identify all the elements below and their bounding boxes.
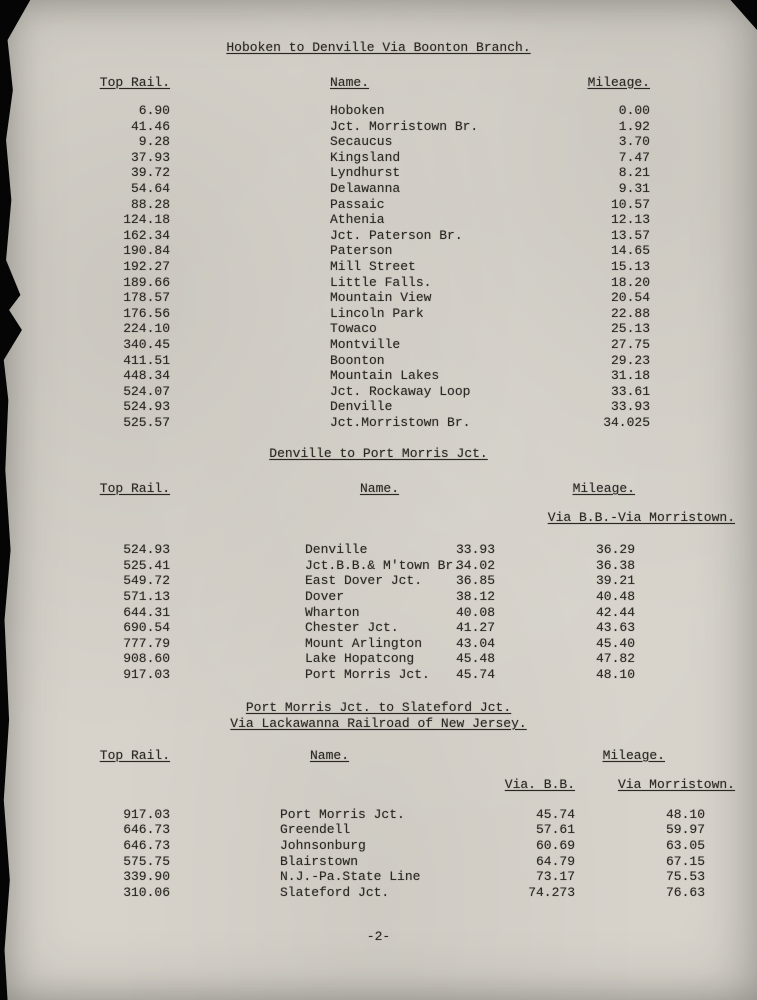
- table-row: [0, 854, 757, 870]
- cell-mileage-via-bb: 64.79: [535, 853, 575, 869]
- cell-top-rail: 690.54: [123, 620, 170, 636]
- cell-station-name: Jct.Morristown Br.: [330, 414, 471, 430]
- cell-mileage-via-bb: 38.12: [455, 589, 495, 605]
- cell-station-name: Mountain Lakes: [330, 368, 440, 384]
- cell-mileage-via-morristown: 48.10: [665, 806, 705, 822]
- cell-mileage: 31.18: [610, 368, 650, 384]
- table-row: [0, 558, 757, 574]
- table-row: [0, 384, 757, 400]
- table-row: [0, 275, 757, 291]
- section-title: Denville to Port Morris Jct.: [269, 445, 488, 461]
- column-header-mileage: Mileage.: [602, 747, 665, 763]
- table-row: [0, 869, 757, 885]
- table-row: [0, 542, 757, 558]
- table-header-row: [0, 481, 757, 497]
- table-header-row: [0, 748, 757, 764]
- cell-top-rail: 908.60: [123, 651, 170, 667]
- cell-station-name: Paterson: [330, 243, 393, 259]
- cell-station-name: Lake Hopatcong: [305, 651, 415, 667]
- table-body: [0, 103, 757, 430]
- cell-mileage-via-morristown: 63.05: [665, 837, 705, 853]
- subheader-via-morristown: Via Morristown.: [617, 777, 735, 793]
- table-row: [0, 399, 757, 415]
- table-row: [0, 620, 757, 636]
- table-row: [0, 134, 757, 150]
- cell-mileage: 29.23: [610, 352, 650, 368]
- cell-top-rail: 192.27: [123, 259, 170, 275]
- cell-top-rail: 37.93: [130, 149, 170, 165]
- cell-mileage-via-morristown: 75.53: [665, 869, 705, 885]
- cell-top-rail: 448.34: [123, 368, 170, 384]
- table-row: [0, 822, 757, 838]
- cell-station-name: Jct. Morristown Br.: [330, 118, 479, 134]
- cell-station-name: Kingsland: [330, 149, 401, 165]
- cell-mileage-via-morristown: 45.40: [595, 635, 635, 651]
- cell-mileage: 33.93: [610, 399, 650, 415]
- cell-top-rail: 6.90: [138, 103, 170, 119]
- cell-mileage: 27.75: [610, 337, 650, 352]
- cell-station-name: Lincoln Park: [330, 305, 424, 321]
- cell-top-rail: 310.06: [123, 884, 170, 900]
- cell-mileage-via-bb: 73.17: [535, 869, 575, 885]
- cell-station-name: Jct. Paterson Br.: [330, 227, 463, 243]
- table-row: [0, 838, 757, 854]
- cell-station-name: N.J.-Pa.State Line: [280, 869, 421, 885]
- cell-top-rail: 176.56: [123, 305, 170, 321]
- cell-top-rail: 9.28: [138, 134, 170, 150]
- cell-top-rail: 549.72: [123, 573, 170, 589]
- section-hoboken-to-denville: [0, 40, 757, 431]
- cell-station-name: Secaucus: [330, 134, 393, 150]
- cell-mileage-via-morristown: 76.63: [665, 884, 705, 900]
- cell-station-name: Montville: [330, 337, 401, 352]
- cell-mileage: 7.47: [618, 149, 650, 165]
- column-header-name: Name.: [330, 74, 370, 90]
- table-header-row: [0, 75, 757, 91]
- cell-top-rail: 41.46: [130, 118, 170, 134]
- cell-mileage-via-bb: 57.61: [535, 822, 575, 838]
- table-row: [0, 337, 757, 353]
- cell-mileage: 10.57: [610, 196, 650, 212]
- section-port-morris-to-slateford: [0, 700, 757, 901]
- cell-top-rail: 411.51: [123, 352, 170, 368]
- cell-top-rail: 524.93: [123, 399, 170, 415]
- table-body: [0, 542, 757, 682]
- table-row: [0, 636, 757, 652]
- cell-mileage-via-bb: 43.04: [455, 635, 495, 651]
- table-row: [0, 589, 757, 605]
- cell-mileage-via-morristown: 43.63: [595, 620, 635, 636]
- table-row: [0, 197, 757, 213]
- section-denville-to-port-morris: [0, 446, 757, 683]
- cell-top-rail: 189.66: [123, 274, 170, 290]
- cell-mileage: 18.20: [610, 274, 650, 290]
- table-row: [0, 103, 757, 119]
- cell-mileage-via-morristown: 48.10: [595, 667, 635, 682]
- cell-station-name: Chester Jct.: [305, 620, 399, 636]
- column-header-name: Name.: [310, 747, 350, 763]
- cell-mileage-via-morristown: 36.38: [595, 557, 635, 573]
- cell-top-rail: 340.45: [123, 337, 170, 352]
- table-row: [0, 290, 757, 306]
- cell-mileage-via-bb: 40.08: [455, 604, 495, 620]
- table-row: [0, 181, 757, 197]
- page-number: -2-: [366, 929, 391, 945]
- cell-station-name: East Dover Jct.: [305, 573, 423, 589]
- cell-station-name: Jct. Rockaway Loop: [330, 383, 471, 399]
- cell-top-rail: 524.93: [123, 542, 170, 558]
- cell-mileage-via-bb: 45.48: [455, 651, 495, 667]
- section-title-line-1: Port Morris Jct. to Slateford Jct.: [245, 699, 512, 715]
- cell-station-name: Port Morris Jct.: [280, 806, 405, 822]
- cell-top-rail: 339.90: [123, 869, 170, 885]
- table-row: [0, 228, 757, 244]
- cell-station-name: Johnsonburg: [280, 837, 366, 853]
- cell-station-name: Towaco: [330, 321, 377, 337]
- table-row: [0, 119, 757, 135]
- table-row: [0, 573, 757, 589]
- cell-station-name: Passaic: [330, 196, 385, 212]
- cell-mileage-via-bb: 33.93: [455, 542, 495, 558]
- cell-mileage-via-bb: 60.69: [535, 837, 575, 853]
- column-header-top-rail: Top Rail.: [99, 747, 170, 763]
- cell-top-rail: 54.64: [130, 181, 170, 197]
- table-row: [0, 150, 757, 166]
- column-header-mileage: Mileage.: [572, 481, 635, 497]
- cell-mileage-via-bb: 74.273: [528, 884, 575, 900]
- section-title-line-2: Via Lackawanna Railroad of New Jersey.: [230, 716, 527, 732]
- table-row: [0, 368, 757, 384]
- cell-top-rail: 524.07: [123, 383, 170, 399]
- cell-mileage-via-morristown: 40.48: [595, 589, 635, 605]
- table-row: [0, 885, 757, 901]
- cell-mileage: 9.31: [618, 181, 650, 197]
- cell-station-name: Denville: [330, 399, 393, 415]
- cell-mileage-via-morristown: 42.44: [595, 604, 635, 620]
- cell-top-rail: 777.79: [123, 635, 170, 651]
- cell-station-name: Athenia: [330, 212, 385, 228]
- column-header-name: Name.: [360, 481, 400, 497]
- cell-mileage: 12.13: [610, 212, 650, 228]
- table-row: [0, 353, 757, 369]
- cell-station-name: Mill Street: [330, 259, 416, 275]
- cell-mileage-via-morristown: 59.97: [665, 822, 705, 838]
- section-title: Hoboken to Denville Via Boonton Branch.: [226, 40, 531, 55]
- cell-mileage: 8.21: [618, 165, 650, 181]
- table-row: [0, 651, 757, 667]
- table-row: [0, 243, 757, 259]
- cell-station-name: Greendell: [280, 822, 351, 838]
- cell-top-rail: 646.73: [123, 822, 170, 838]
- cell-station-name: Denville: [305, 542, 368, 558]
- column-header-mileage: Mileage.: [587, 74, 650, 90]
- cell-mileage: 14.65: [610, 243, 650, 259]
- cell-station-name: Mount Arlington: [305, 635, 423, 651]
- cell-top-rail: 88.28: [130, 196, 170, 212]
- cell-top-rail: 571.13: [123, 589, 170, 605]
- cell-mileage-via-bb: 34.02: [455, 557, 495, 573]
- cell-mileage-via-morristown: 67.15: [665, 853, 705, 869]
- cell-station-name: Wharton: [305, 604, 360, 620]
- cell-station-name: Jct.B.B.& M'town Br.: [305, 557, 462, 573]
- cell-mileage-via-bb: 36.85: [455, 573, 495, 589]
- table-row: [0, 415, 757, 431]
- table-subheader-row: [0, 510, 757, 526]
- cell-mileage-via-bb: 41.27: [455, 620, 495, 636]
- cell-top-rail: 575.75: [123, 853, 170, 869]
- cell-station-name: Delawanna: [330, 181, 401, 197]
- cell-station-name: Dover: [305, 589, 345, 605]
- column-header-top-rail: Top Rail.: [99, 74, 170, 90]
- cell-top-rail: 190.84: [123, 243, 170, 259]
- column-header-top-rail: Top Rail.: [99, 481, 170, 497]
- cell-mileage: 25.13: [610, 321, 650, 337]
- table-body: [0, 807, 757, 901]
- cell-mileage: 0.00: [618, 103, 650, 119]
- cell-top-rail: 525.41: [123, 557, 170, 573]
- cell-mileage: 3.70: [618, 134, 650, 150]
- table-row: [0, 212, 757, 228]
- cell-mileage: 15.13: [610, 259, 650, 275]
- cell-top-rail: 224.10: [123, 321, 170, 337]
- cell-mileage: 22.88: [610, 305, 650, 321]
- cell-top-rail: 646.73: [123, 837, 170, 853]
- cell-station-name: Hoboken: [330, 103, 385, 119]
- cell-mileage: 20.54: [610, 290, 650, 306]
- subheader-via-columns: Via B.B.-Via Morristown.: [547, 509, 735, 525]
- cell-top-rail: 178.57: [123, 290, 170, 306]
- cell-station-name: Little Falls.: [330, 274, 432, 290]
- table-row: [0, 321, 757, 337]
- cell-mileage-via-bb: 45.74: [535, 806, 575, 822]
- cell-station-name: Lyndhurst: [330, 165, 401, 181]
- cell-station-name: Port Morris Jct.: [305, 667, 430, 682]
- table-subheader-row: [0, 777, 757, 793]
- cell-mileage-via-morristown: 39.21: [595, 573, 635, 589]
- cell-top-rail: 917.03: [123, 667, 170, 682]
- cell-top-rail: 917.03: [123, 806, 170, 822]
- table-row: [0, 807, 757, 823]
- cell-mileage-via-morristown: 36.29: [595, 542, 635, 558]
- table-row: [0, 306, 757, 322]
- cell-top-rail: 644.31: [123, 604, 170, 620]
- cell-mileage-via-morristown: 47.82: [595, 651, 635, 667]
- cell-mileage: 13.57: [610, 227, 650, 243]
- cell-station-name: Boonton: [330, 352, 385, 368]
- table-row: [0, 605, 757, 621]
- cell-mileage-via-bb: 45.74: [455, 667, 495, 682]
- cell-top-rail: 39.72: [130, 165, 170, 181]
- cell-top-rail: 162.34: [123, 227, 170, 243]
- cell-station-name: Blairstown: [280, 853, 359, 869]
- table-row: [0, 165, 757, 181]
- subheader-via-bb: Via. B.B.: [504, 777, 575, 793]
- cell-top-rail: 124.18: [123, 212, 170, 228]
- cell-mileage: 33.61: [610, 383, 650, 399]
- cell-station-name: Slateford Jct.: [280, 884, 390, 900]
- cell-mileage: 34.025: [603, 414, 650, 430]
- cell-top-rail: 525.57: [123, 414, 170, 430]
- cell-station-name: Mountain View: [330, 290, 432, 306]
- table-row: [0, 259, 757, 275]
- cell-mileage: 1.92: [618, 118, 650, 134]
- table-row: [0, 667, 757, 683]
